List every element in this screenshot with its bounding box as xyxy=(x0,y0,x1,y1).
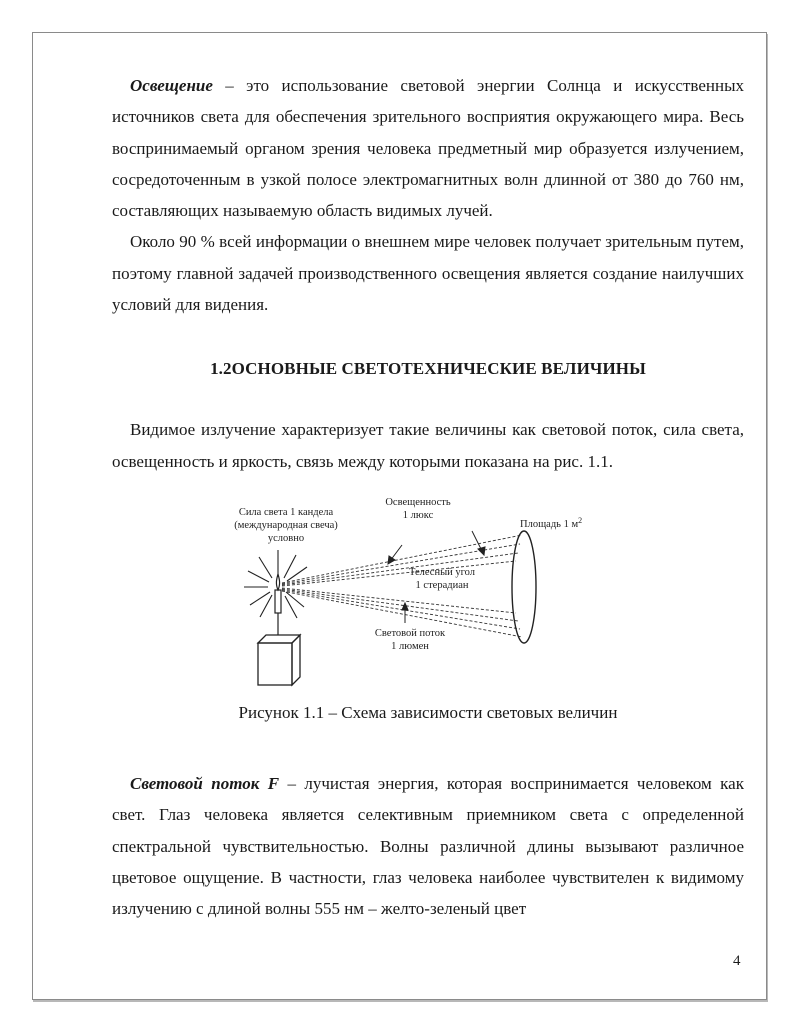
label-intensity-1: Сила света 1 кандела xyxy=(238,506,334,518)
light-cone xyxy=(282,535,522,637)
paragraph-intro xyxy=(112,414,744,477)
paragraph-text: – это использование световой энергии Солнца и искусственных источников света для обеспечения зрительного восприятия окружающего мира. Весь воспринимаемый органом зрения человека предметный мир образуется излучением, сосредоточенным в узкой полосе электромагнитных волн длинной от 380 до 760 нм, составляющих называемую область видимых лучей. xyxy=(112,76,744,221)
label-flux-1: Световой поток xyxy=(374,627,446,639)
label-illuminance-1: Освещенность xyxy=(385,496,451,508)
label-intensity-3: условно xyxy=(267,532,305,544)
figure-caption: Рисунок 1.1 – Схема зависимости световых величин xyxy=(238,702,618,722)
term-luminous-flux: Световой поток F xyxy=(130,773,280,793)
label-illuminance-2: 1 люкс xyxy=(402,509,434,521)
label-intensity-2: (международная свеча) xyxy=(234,519,338,531)
figure-light-quantities xyxy=(112,495,744,695)
term-lighting: Освещение xyxy=(130,76,213,95)
light-quantities-diagram xyxy=(234,495,610,695)
paragraph-visual-information xyxy=(112,226,744,320)
paragraph-luminous-flux xyxy=(112,768,744,924)
label-area-exponent: 2 xyxy=(578,515,583,525)
illuminated-area-ellipse xyxy=(512,531,536,643)
paragraph-text: – лучистая энергия, которая воспринимается человеком как свет. Глаз человека является селективным приемником света с определенной спектральной чувствительностью. Волны различной длины вызывают различное цветовое ощущение. В частности, глаз человека наиболее чувствителен к видимому излучению с длиной волны 555 нм – желто-зеленый цвет xyxy=(112,773,744,919)
paragraph-text: Видимое излучение характеризует такие величины как световой поток, сила света, освещенность и яркость, связь между которыми показана на рис. 1.1. xyxy=(112,420,744,471)
label-solid-angle-2: 1 стерадиан xyxy=(415,579,469,591)
paragraph-lighting-definition xyxy=(112,70,744,226)
label-area-text: Площадь 1 м xyxy=(520,518,579,530)
pedestal-box-icon xyxy=(258,635,300,685)
candle-icon xyxy=(275,574,281,635)
page-number: 4 xyxy=(733,953,741,969)
paragraph-text: Около 90 % всей информации о внешнем мире человек получает зрительным путем, поэтому главной задачей производственного освещения является создание наилучших условий для видения. xyxy=(112,232,744,315)
label-area xyxy=(520,516,582,530)
document-content xyxy=(112,70,744,924)
section-heading: 1.2ОСНОВНЫЕ СВЕТОТЕХНИЧЕСКИЕ ВЕЛИЧИНЫ xyxy=(210,359,646,379)
label-solid-angle-1: Телесный угол xyxy=(408,566,476,578)
label-flux-2: 1 люмен xyxy=(391,640,429,652)
